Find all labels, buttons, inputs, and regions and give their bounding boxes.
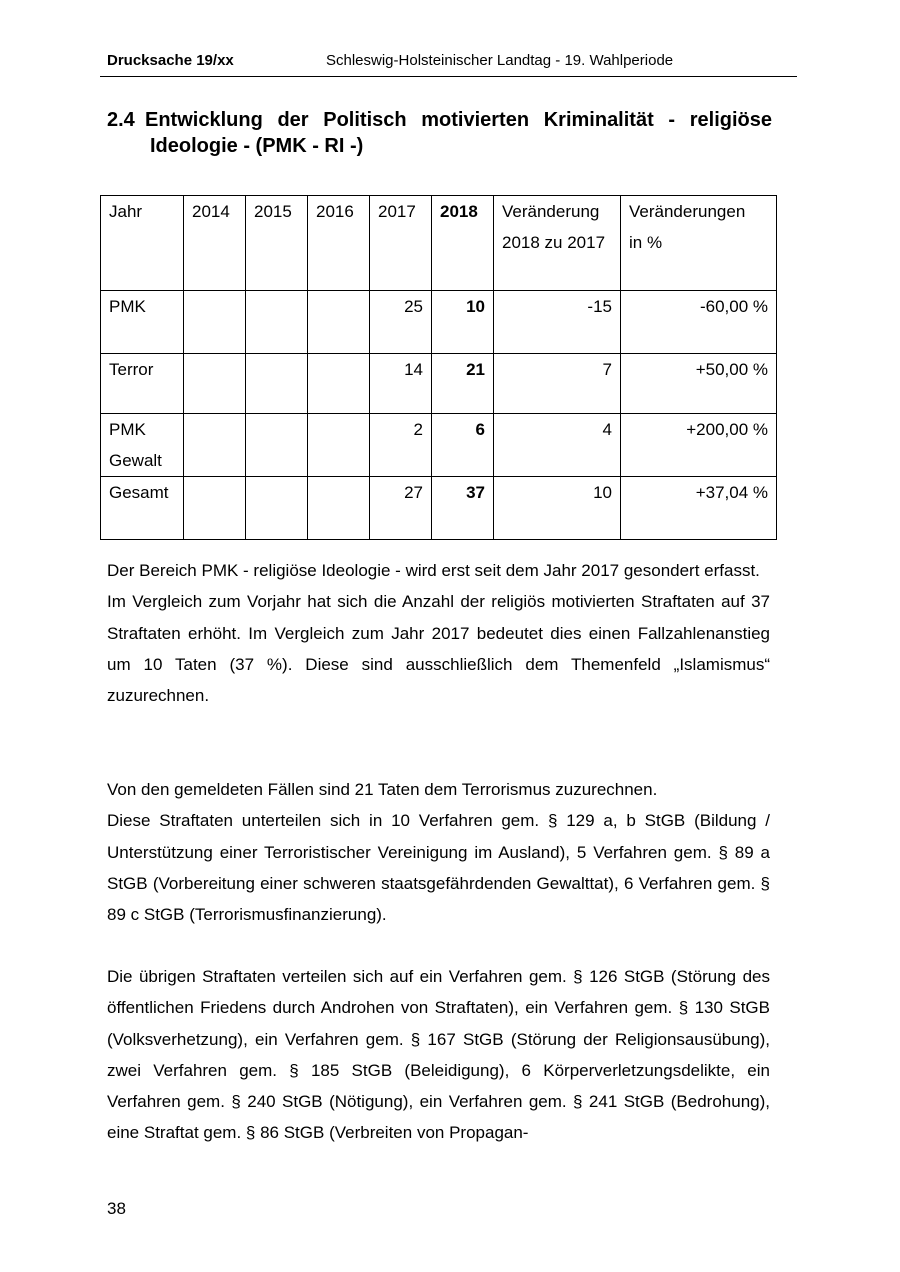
header-cell-2017: 2017 — [370, 196, 432, 291]
cell-2018: 10 — [432, 291, 494, 354]
paragraph: Im Vergleich zum Vorjahr hat sich die Anzahl der religiös motivierten Straftaten auf 37 Straftaten erhöht. Im Vergleich zum Jahr 2017 bedeutet dies einen Fallzahlenanstieg um 10 Taten (37 %). Diese sind ausschließlich dem Themenfeld „Islamismus“ zuzurechnen. — [107, 592, 770, 706]
paragraph: Die übrigen Straftaten verteilen sich auf ein Verfahren gem. § 126 StGB (Störung des öffentlichen Friedens durch Androhen von Straftaten), ein Verfahren gem. § 130 StGB (Volksverhetzung), ein Verfahren gem. § 167 StGB (Störung der Religionsausübung), zwei Verfahren gem. § 185 StGB (Beleidigung), 6 Körperverletzungsdelikte, ein Verfahren gem. § 240 StGB (Nötigung), ein Verfahren gem. § 241 StGB (Bedrohung), eine Straftat gem. § 86 StGB (Verbreiten von Propagan- — [107, 967, 770, 1143]
header-cell-year: Jahr — [101, 196, 184, 291]
section-title-line1: Entwicklung der Politisch motivierten Kriminalität - religiöse — [145, 109, 772, 131]
cell-2018: 21 — [432, 354, 494, 414]
section-title-line2: Ideologie - (PMK - RI -) — [150, 135, 364, 157]
table-header-row — [101, 196, 777, 291]
cell-2016 — [308, 414, 370, 477]
cell-2017: 14 — [370, 354, 432, 414]
cell-2015 — [246, 354, 308, 414]
cell-change: -15 — [494, 291, 621, 354]
cell-2016 — [308, 354, 370, 414]
header-cell-2014: 2014 — [184, 196, 246, 291]
document-number: Drucksache 19/xx — [107, 52, 234, 69]
cell-2017: 25 — [370, 291, 432, 354]
table-row — [101, 291, 777, 354]
cell-2014 — [184, 291, 246, 354]
cell-2014 — [184, 477, 246, 540]
cell-2017: 27 — [370, 477, 432, 540]
table-row — [101, 354, 777, 414]
page-number: 38 — [107, 1199, 126, 1218]
paragraph: Der Bereich PMK - religiöse Ideologie - wird erst seit dem Jahr 2017 gesondert erfasst. — [107, 561, 760, 580]
cell-2015 — [246, 414, 308, 477]
body-block-2 — [107, 774, 770, 930]
cell-2015 — [246, 291, 308, 354]
cell-change: 4 — [494, 414, 621, 477]
body-block-3 — [107, 961, 770, 1149]
cell-change-pct: +50,00 % — [621, 354, 777, 414]
cell-change-pct: -60,00 % — [621, 291, 777, 354]
row-label: PMK Gewalt — [101, 414, 184, 477]
table-row — [101, 477, 777, 540]
header-divider — [100, 76, 797, 77]
paragraph: Von den gemeldeten Fällen sind 21 Taten dem Terrorismus zuzurechnen. — [107, 780, 658, 799]
body-block-1 — [107, 555, 770, 711]
cell-change-pct: +37,04 % — [621, 477, 777, 540]
row-label: Terror — [101, 354, 184, 414]
header-cell-change: Veränderung 2018 zu 2017 — [494, 196, 621, 291]
row-label: PMK — [101, 291, 184, 354]
header-cell-2016: 2016 — [308, 196, 370, 291]
row-label: Gesamt — [101, 477, 184, 540]
cell-change: 7 — [494, 354, 621, 414]
paragraph: Diese Straftaten unterteilen sich in 10 Verfahren gem. § 129 a, b StGB (Bildung / Unterstützung einer Terroristischer Vereinigung im Ausland), 5 Verfahren gem. § 89 a StGB (Vorbereitung einer schweren staatsgefährdenden Gewalttat), 6 Verfahren gem. § 89 c StGB (Terrorismusfinanzierung). — [107, 811, 770, 925]
cell-2014 — [184, 354, 246, 414]
section-number: 2.4 — [107, 109, 135, 131]
header-cell-change-pct: Veränderungen in % — [621, 196, 777, 291]
header-cell-2018: 2018 — [432, 196, 494, 291]
cell-2016 — [308, 291, 370, 354]
cell-2014 — [184, 414, 246, 477]
cell-change: 10 — [494, 477, 621, 540]
cell-change-pct: +200,00 % — [621, 414, 777, 477]
cell-2017: 2 — [370, 414, 432, 477]
cell-2018: 37 — [432, 477, 494, 540]
organization-name: Schleswig-Holsteinischer Landtag - 19. Wahlperiode — [326, 52, 674, 69]
header-cell-2015: 2015 — [246, 196, 308, 291]
cell-2015 — [246, 477, 308, 540]
cell-2016 — [308, 477, 370, 540]
statistics-table — [100, 195, 777, 540]
table-row — [101, 414, 777, 477]
cell-2018: 6 — [432, 414, 494, 477]
